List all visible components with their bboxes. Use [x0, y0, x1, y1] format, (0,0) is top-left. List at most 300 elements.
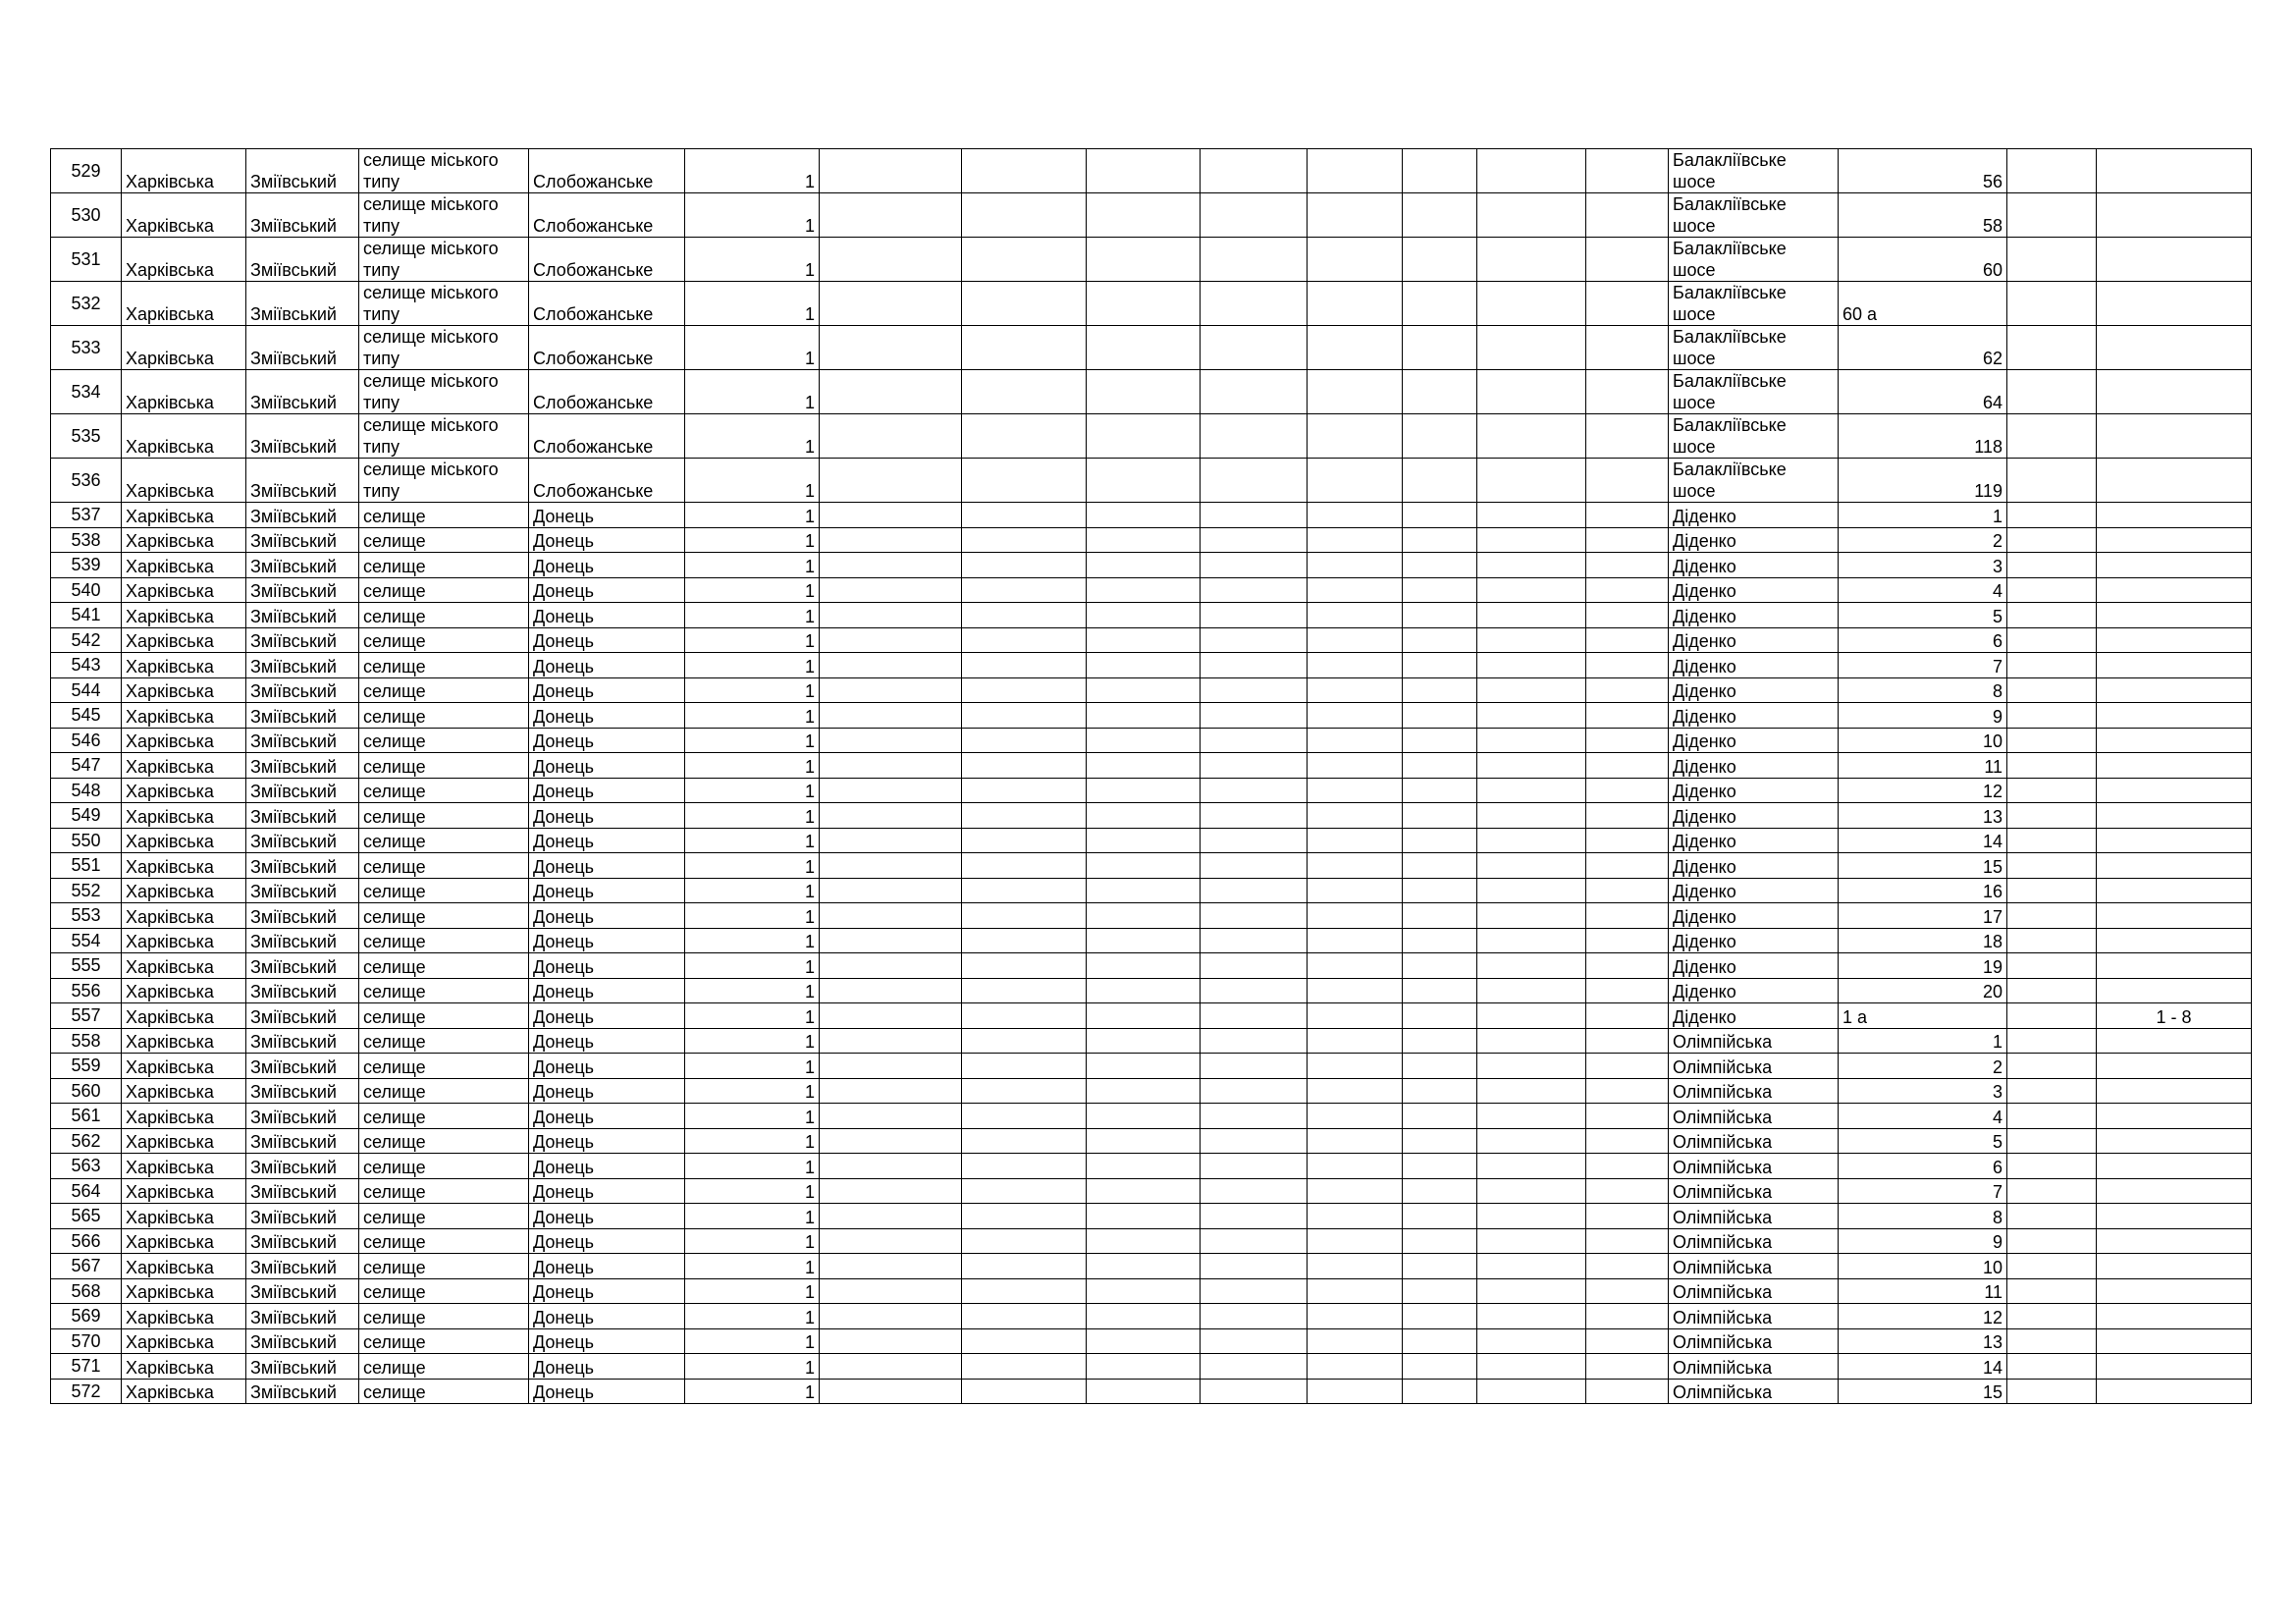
table-row [51, 370, 2252, 414]
cell-col-11 [1308, 1104, 1403, 1129]
cell-col-12 [1403, 1304, 1477, 1329]
cell-settlement-name: Донець [529, 853, 685, 879]
cell-house-number: 3 [1839, 1078, 2007, 1104]
cell-settlement-type: селище [359, 803, 529, 829]
cell-row-number: 551 [51, 853, 122, 879]
cell-settlement-name: Донець [529, 928, 685, 953]
cell-col-9 [1087, 1154, 1201, 1179]
cell-col-11 [1308, 1054, 1403, 1079]
cell-apartments [2097, 703, 2252, 729]
cell-settlement-type: селище [359, 677, 529, 703]
table-row [51, 1278, 2252, 1304]
cell-col-8 [962, 853, 1087, 879]
cell-row-number: 556 [51, 978, 122, 1003]
cell-row-number: 558 [51, 1028, 122, 1054]
cell-apartments [2097, 903, 2252, 929]
cell-apartments [2097, 1379, 2252, 1404]
cell-col-10 [1201, 828, 1308, 853]
table-row [51, 953, 2252, 979]
cell-col-12 [1403, 1154, 1477, 1179]
cell-col-7 [820, 778, 962, 803]
cell-col-9 [1087, 414, 1201, 459]
cell-district: Зміївський [246, 878, 359, 903]
cell-settlement-name: Слобожанське [529, 370, 685, 414]
cell-col-14 [1586, 603, 1669, 628]
cell-col-14 [1586, 928, 1669, 953]
cell-apartments [2097, 677, 2252, 703]
cell-row-number: 550 [51, 828, 122, 853]
cell-house-number: 20 [1839, 978, 2007, 1003]
cell-col-7 [820, 703, 962, 729]
cell-col-10 [1201, 193, 1308, 238]
cell-row-number: 529 [51, 149, 122, 193]
cell-settlement-type: селище [359, 703, 529, 729]
cell-region: Харківська [122, 1354, 246, 1380]
cell-house-number: 2 [1839, 1054, 2007, 1079]
cell-district: Зміївський [246, 653, 359, 678]
cell-building [2007, 853, 2097, 879]
cell-count: 1 [685, 459, 820, 503]
cell-row-number: 530 [51, 193, 122, 238]
cell-col-12 [1403, 149, 1477, 193]
cell-region: Харківська [122, 1078, 246, 1104]
cell-count: 1 [685, 653, 820, 678]
cell-apartments [2097, 828, 2252, 853]
cell-col-9 [1087, 193, 1201, 238]
cell-row-number: 570 [51, 1328, 122, 1354]
cell-col-8 [962, 753, 1087, 779]
cell-col-14 [1586, 1354, 1669, 1380]
table-row [51, 553, 2252, 578]
cell-apartments [2097, 326, 2252, 370]
cell-street: Діденко [1669, 677, 1839, 703]
cell-apartments [2097, 282, 2252, 326]
cell-district: Зміївський [246, 553, 359, 578]
cell-col-12 [1403, 928, 1477, 953]
cell-col-8 [962, 703, 1087, 729]
cell-building [2007, 459, 2097, 503]
cell-building [2007, 553, 2097, 578]
table-row [51, 1003, 2252, 1029]
cell-settlement-type: селище [359, 603, 529, 628]
cell-building [2007, 503, 2097, 528]
cell-district: Зміївський [246, 853, 359, 879]
cell-col-14 [1586, 1304, 1669, 1329]
cell-col-13 [1477, 853, 1586, 879]
cell-col-13 [1477, 903, 1586, 929]
cell-house-number: 14 [1839, 1354, 2007, 1380]
cell-row-number: 540 [51, 577, 122, 603]
cell-col-9 [1087, 370, 1201, 414]
cell-row-number: 532 [51, 282, 122, 326]
cell-col-13 [1477, 1003, 1586, 1029]
cell-street: Балакліївське шосе [1669, 459, 1839, 503]
cell-apartments [2097, 778, 2252, 803]
table-row [51, 1178, 2252, 1204]
cell-count: 1 [685, 828, 820, 853]
cell-col-9 [1087, 677, 1201, 703]
cell-col-9 [1087, 928, 1201, 953]
cell-col-12 [1403, 1204, 1477, 1229]
cell-count: 1 [685, 1354, 820, 1380]
cell-building [2007, 1054, 2097, 1079]
cell-col-8 [962, 1054, 1087, 1079]
cell-col-10 [1201, 459, 1308, 503]
cell-count: 1 [685, 149, 820, 193]
cell-count: 1 [685, 238, 820, 282]
cell-col-7 [820, 238, 962, 282]
cell-region: Харківська [122, 503, 246, 528]
cell-col-12 [1403, 828, 1477, 853]
cell-district: Зміївський [246, 326, 359, 370]
cell-col-9 [1087, 828, 1201, 853]
cell-col-14 [1586, 1278, 1669, 1304]
cell-col-10 [1201, 1154, 1308, 1179]
cell-col-11 [1308, 527, 1403, 553]
cell-col-7 [820, 928, 962, 953]
cell-col-8 [962, 953, 1087, 979]
table-row [51, 803, 2252, 829]
cell-region: Харківська [122, 1304, 246, 1329]
cell-region: Харківська [122, 753, 246, 779]
cell-col-10 [1201, 853, 1308, 879]
cell-col-13 [1477, 803, 1586, 829]
cell-street: Балакліївське шосе [1669, 149, 1839, 193]
cell-count: 1 [685, 603, 820, 628]
cell-col-10 [1201, 1354, 1308, 1380]
cell-apartments [2097, 753, 2252, 779]
cell-district: Зміївський [246, 577, 359, 603]
cell-house-number: 9 [1839, 1228, 2007, 1254]
cell-settlement-name: Донець [529, 728, 685, 753]
cell-street: Балакліївське шосе [1669, 370, 1839, 414]
cell-street: Діденко [1669, 703, 1839, 729]
table-row [51, 282, 2252, 326]
cell-region: Харківська [122, 703, 246, 729]
cell-col-7 [820, 553, 962, 578]
cell-settlement-name: Донець [529, 1354, 685, 1380]
cell-house-number: 7 [1839, 653, 2007, 678]
cell-col-12 [1403, 728, 1477, 753]
cell-house-number: 56 [1839, 149, 2007, 193]
cell-street: Олімпійська [1669, 1104, 1839, 1129]
cell-house-number: 7 [1839, 1178, 2007, 1204]
cell-street: Діденко [1669, 928, 1839, 953]
cell-settlement-type: селище [359, 1178, 529, 1204]
cell-apartments [2097, 627, 2252, 653]
cell-region: Харківська [122, 1054, 246, 1079]
cell-settlement-name: Донець [529, 1228, 685, 1254]
cell-col-7 [820, 1278, 962, 1304]
cell-street: Діденко [1669, 577, 1839, 603]
cell-col-11 [1308, 978, 1403, 1003]
cell-col-11 [1308, 1128, 1403, 1154]
cell-col-12 [1403, 703, 1477, 729]
cell-count: 1 [685, 326, 820, 370]
cell-count: 1 [685, 753, 820, 779]
cell-col-13 [1477, 1078, 1586, 1104]
cell-col-14 [1586, 193, 1669, 238]
table-row [51, 978, 2252, 1003]
cell-col-12 [1403, 1054, 1477, 1079]
cell-settlement-type: селище [359, 653, 529, 678]
cell-house-number: 1 [1839, 1028, 2007, 1054]
cell-count: 1 [685, 778, 820, 803]
cell-settlement-name: Донець [529, 1278, 685, 1304]
cell-house-number: 60 [1839, 238, 2007, 282]
cell-street: Балакліївське шосе [1669, 326, 1839, 370]
table-row [51, 903, 2252, 929]
cell-col-12 [1403, 1078, 1477, 1104]
table-row [51, 1154, 2252, 1179]
cell-col-13 [1477, 653, 1586, 678]
cell-building [2007, 414, 2097, 459]
cell-col-13 [1477, 753, 1586, 779]
cell-row-number: 562 [51, 1128, 122, 1154]
cell-col-13 [1477, 603, 1586, 628]
cell-apartments [2097, 1028, 2252, 1054]
cell-col-11 [1308, 1154, 1403, 1179]
cell-street: Діденко [1669, 527, 1839, 553]
cell-region: Харківська [122, 677, 246, 703]
cell-building [2007, 1078, 2097, 1104]
cell-col-12 [1403, 677, 1477, 703]
cell-col-8 [962, 627, 1087, 653]
cell-col-13 [1477, 1054, 1586, 1079]
cell-col-8 [962, 1104, 1087, 1129]
cell-col-13 [1477, 1204, 1586, 1229]
cell-region: Харківська [122, 527, 246, 553]
cell-settlement-type: селище [359, 1354, 529, 1380]
cell-region: Харківська [122, 953, 246, 979]
cell-building [2007, 1254, 2097, 1279]
cell-col-13 [1477, 527, 1586, 553]
cell-count: 1 [685, 978, 820, 1003]
cell-col-7 [820, 1028, 962, 1054]
cell-col-13 [1477, 1154, 1586, 1179]
cell-col-13 [1477, 553, 1586, 578]
cell-settlement-name: Донець [529, 1204, 685, 1229]
cell-count: 1 [685, 627, 820, 653]
cell-col-9 [1087, 703, 1201, 729]
cell-col-7 [820, 503, 962, 528]
cell-col-11 [1308, 503, 1403, 528]
cell-house-number: 1 а [1839, 1003, 2007, 1029]
cell-street: Олімпійська [1669, 1028, 1839, 1054]
cell-col-10 [1201, 1054, 1308, 1079]
cell-row-number: 571 [51, 1354, 122, 1380]
cell-col-7 [820, 878, 962, 903]
cell-street: Діденко [1669, 878, 1839, 903]
cell-col-7 [820, 577, 962, 603]
cell-row-number: 539 [51, 553, 122, 578]
cell-col-13 [1477, 282, 1586, 326]
cell-col-7 [820, 953, 962, 979]
cell-col-10 [1201, 577, 1308, 603]
cell-row-number: 567 [51, 1254, 122, 1279]
cell-settlement-type: селище [359, 1104, 529, 1129]
cell-count: 1 [685, 1254, 820, 1279]
cell-row-number: 561 [51, 1104, 122, 1129]
cell-region: Харківська [122, 728, 246, 753]
cell-street: Олімпійська [1669, 1078, 1839, 1104]
cell-street: Олімпійська [1669, 1278, 1839, 1304]
cell-apartments [2097, 1054, 2252, 1079]
cell-col-14 [1586, 1204, 1669, 1229]
cell-region: Харківська [122, 553, 246, 578]
cell-col-8 [962, 459, 1087, 503]
cell-apartments [2097, 1078, 2252, 1104]
cell-building [2007, 282, 2097, 326]
cell-district: Зміївський [246, 903, 359, 929]
cell-col-11 [1308, 953, 1403, 979]
cell-region: Харківська [122, 1154, 246, 1179]
cell-region: Харківська [122, 1379, 246, 1404]
cell-district: Зміївський [246, 1128, 359, 1154]
cell-apartments [2097, 1304, 2252, 1329]
cell-col-11 [1308, 677, 1403, 703]
cell-col-14 [1586, 370, 1669, 414]
cell-col-13 [1477, 703, 1586, 729]
cell-col-12 [1403, 953, 1477, 979]
cell-col-14 [1586, 903, 1669, 929]
cell-count: 1 [685, 1078, 820, 1104]
cell-col-10 [1201, 1128, 1308, 1154]
cell-apartments [2097, 1104, 2252, 1129]
cell-col-9 [1087, 803, 1201, 829]
cell-col-11 [1308, 1278, 1403, 1304]
cell-col-13 [1477, 1354, 1586, 1380]
cell-building [2007, 238, 2097, 282]
table-row [51, 503, 2252, 528]
cell-house-number: 8 [1839, 1204, 2007, 1229]
cell-apartments [2097, 1128, 2252, 1154]
table-body [51, 149, 2252, 1404]
cell-building [2007, 627, 2097, 653]
cell-col-7 [820, 326, 962, 370]
cell-col-14 [1586, 459, 1669, 503]
cell-col-14 [1586, 553, 1669, 578]
cell-settlement-name: Донець [529, 1304, 685, 1329]
cell-settlement-type: селище [359, 903, 529, 929]
cell-col-13 [1477, 928, 1586, 953]
cell-row-number: 545 [51, 703, 122, 729]
cell-col-14 [1586, 149, 1669, 193]
cell-house-number: 2 [1839, 527, 2007, 553]
cell-col-11 [1308, 603, 1403, 628]
cell-col-12 [1403, 653, 1477, 678]
cell-col-10 [1201, 677, 1308, 703]
cell-apartments [2097, 149, 2252, 193]
cell-apartments [2097, 1228, 2252, 1254]
cell-col-7 [820, 1354, 962, 1380]
cell-street: Діденко [1669, 728, 1839, 753]
cell-row-number: 552 [51, 878, 122, 903]
cell-count: 1 [685, 503, 820, 528]
cell-settlement-type: селище міського типу [359, 414, 529, 459]
cell-count: 1 [685, 1304, 820, 1329]
cell-count: 1 [685, 1054, 820, 1079]
cell-col-13 [1477, 1304, 1586, 1329]
cell-house-number: 10 [1839, 1254, 2007, 1279]
cell-col-10 [1201, 953, 1308, 979]
cell-col-7 [820, 627, 962, 653]
cell-col-11 [1308, 853, 1403, 879]
cell-district: Зміївський [246, 928, 359, 953]
cell-house-number: 13 [1839, 803, 2007, 829]
cell-settlement-name: Донець [529, 953, 685, 979]
cell-col-10 [1201, 703, 1308, 729]
cell-col-8 [962, 1078, 1087, 1104]
table-row [51, 238, 2252, 282]
cell-col-13 [1477, 1104, 1586, 1129]
cell-col-8 [962, 1228, 1087, 1254]
cell-col-14 [1586, 527, 1669, 553]
cell-house-number: 6 [1839, 1154, 2007, 1179]
cell-settlement-name: Донець [529, 553, 685, 578]
table-row [51, 1254, 2252, 1279]
cell-col-10 [1201, 527, 1308, 553]
cell-building [2007, 1328, 2097, 1354]
table-row [51, 753, 2252, 779]
cell-col-8 [962, 603, 1087, 628]
cell-col-9 [1087, 459, 1201, 503]
cell-settlement-type: селище [359, 1254, 529, 1279]
cell-col-12 [1403, 553, 1477, 578]
cell-col-13 [1477, 978, 1586, 1003]
cell-col-12 [1403, 193, 1477, 238]
cell-col-13 [1477, 459, 1586, 503]
cell-street: Діденко [1669, 753, 1839, 779]
cell-settlement-type: селище [359, 1379, 529, 1404]
cell-district: Зміївський [246, 1028, 359, 1054]
cell-settlement-type: селище [359, 577, 529, 603]
cell-col-13 [1477, 828, 1586, 853]
cell-col-7 [820, 149, 962, 193]
cell-house-number: 11 [1839, 753, 2007, 779]
cell-settlement-name: Слобожанське [529, 193, 685, 238]
table-row [51, 459, 2252, 503]
cell-col-7 [820, 193, 962, 238]
cell-district: Зміївський [246, 282, 359, 326]
cell-col-10 [1201, 370, 1308, 414]
cell-house-number: 4 [1839, 1104, 2007, 1129]
cell-district: Зміївський [246, 1003, 359, 1029]
cell-settlement-name: Донець [529, 1379, 685, 1404]
cell-district: Зміївський [246, 778, 359, 803]
cell-settlement-name: Донець [529, 703, 685, 729]
cell-row-number: 535 [51, 414, 122, 459]
cell-col-12 [1403, 1128, 1477, 1154]
cell-col-13 [1477, 577, 1586, 603]
cell-street: Діденко [1669, 978, 1839, 1003]
cell-count: 1 [685, 1128, 820, 1154]
cell-street: Діденко [1669, 603, 1839, 628]
cell-col-14 [1586, 577, 1669, 603]
cell-col-8 [962, 282, 1087, 326]
cell-settlement-type: селище [359, 853, 529, 879]
cell-building [2007, 603, 2097, 628]
cell-region: Харківська [122, 577, 246, 603]
cell-count: 1 [685, 728, 820, 753]
cell-col-10 [1201, 414, 1308, 459]
cell-house-number: 15 [1839, 1379, 2007, 1404]
cell-settlement-name: Слобожанське [529, 149, 685, 193]
cell-district: Зміївський [246, 503, 359, 528]
cell-col-13 [1477, 1379, 1586, 1404]
cell-col-11 [1308, 1354, 1403, 1380]
cell-col-12 [1403, 878, 1477, 903]
